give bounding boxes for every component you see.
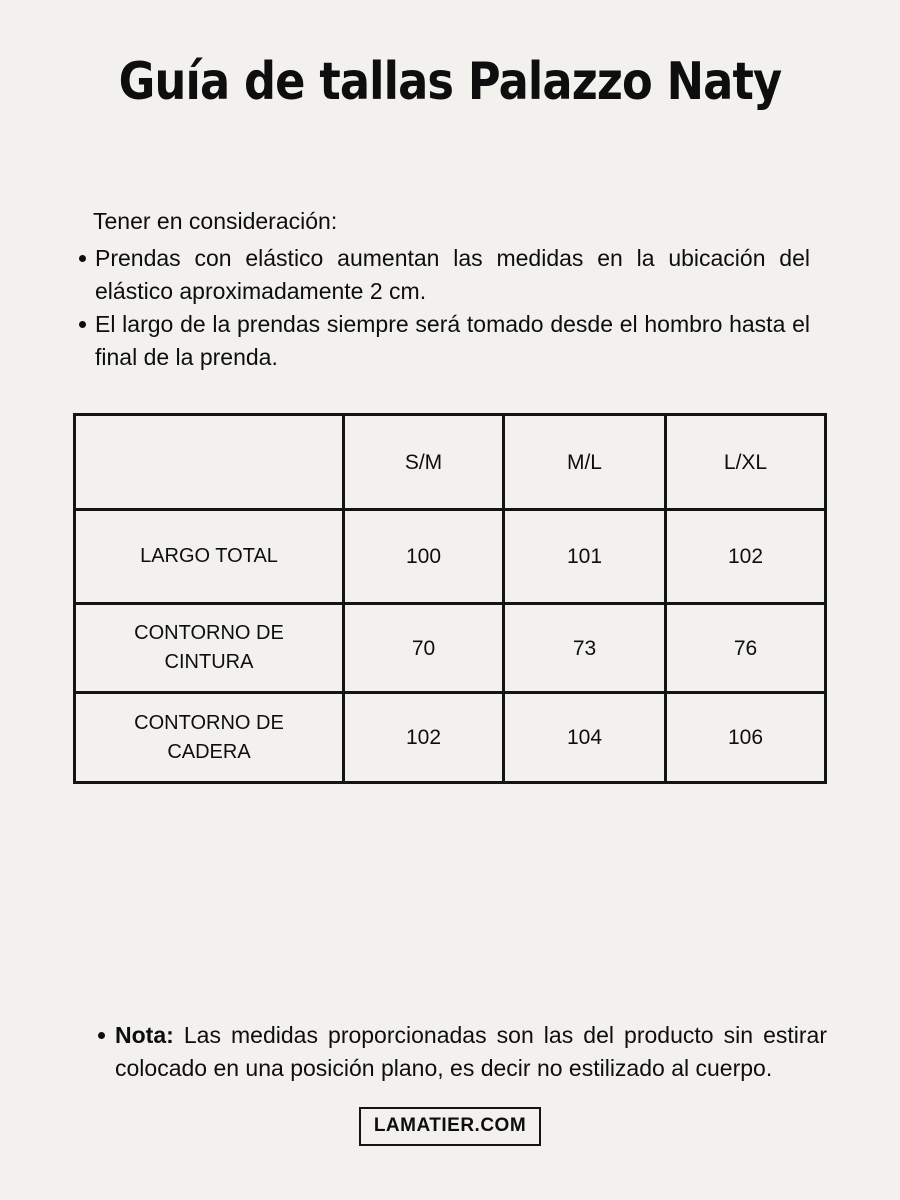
size-value: 102 bbox=[666, 510, 826, 604]
considerations-heading: Tener en consideración: bbox=[93, 208, 338, 234]
row-label: LARGO TOTAL bbox=[75, 510, 344, 604]
bullet-icon bbox=[98, 1032, 105, 1039]
size-value: 73 bbox=[504, 604, 666, 693]
table-row bbox=[75, 510, 826, 604]
table-row bbox=[75, 604, 826, 693]
size-value: 104 bbox=[504, 693, 666, 783]
note-label: Nota: bbox=[115, 1022, 174, 1048]
note-item bbox=[97, 1019, 827, 1085]
note-text: Las medidas proporcionadas son las del producto sin estirar colocado en una posición plano, es decir no estilizado al cuerpo. bbox=[115, 1022, 827, 1081]
bullet-icon bbox=[79, 255, 86, 262]
note-section bbox=[97, 1019, 827, 1085]
considerations-section bbox=[78, 205, 810, 374]
table-header-empty bbox=[75, 415, 344, 510]
brand-label: LAMATIER.COM bbox=[373, 1115, 527, 1136]
table-header-sm: S/M bbox=[344, 415, 504, 510]
table-header-row bbox=[75, 415, 826, 510]
size-value: 106 bbox=[666, 693, 826, 783]
size-value: 70 bbox=[344, 604, 504, 693]
page-title: Guía de tallas Palazzo Naty bbox=[118, 52, 782, 112]
size-value: 101 bbox=[504, 510, 666, 604]
size-table bbox=[73, 413, 827, 784]
bullet-icon bbox=[79, 321, 86, 328]
consideration-text: Prendas con elástico aumentan las medidas en la ubicación del elástico aproximadamente 2 cm. bbox=[95, 245, 810, 304]
consideration-text: El largo de la prendas siempre será tomado desde el hombro hasta el final de la prenda. bbox=[95, 311, 810, 370]
brand-badge bbox=[359, 1107, 541, 1146]
row-label: CONTORNO DE CADERA bbox=[75, 693, 344, 783]
size-value: 76 bbox=[666, 604, 826, 693]
size-value: 102 bbox=[344, 693, 504, 783]
table-row bbox=[75, 693, 826, 783]
row-label: CONTORNO DE CINTURA bbox=[75, 604, 344, 693]
considerations-list bbox=[78, 242, 810, 374]
table-header-ml: M/L bbox=[504, 415, 666, 510]
consideration-item bbox=[78, 308, 810, 374]
footer bbox=[0, 1107, 900, 1146]
table-header-lxl: L/XL bbox=[666, 415, 826, 510]
size-value: 100 bbox=[344, 510, 504, 604]
consideration-item bbox=[78, 242, 810, 308]
